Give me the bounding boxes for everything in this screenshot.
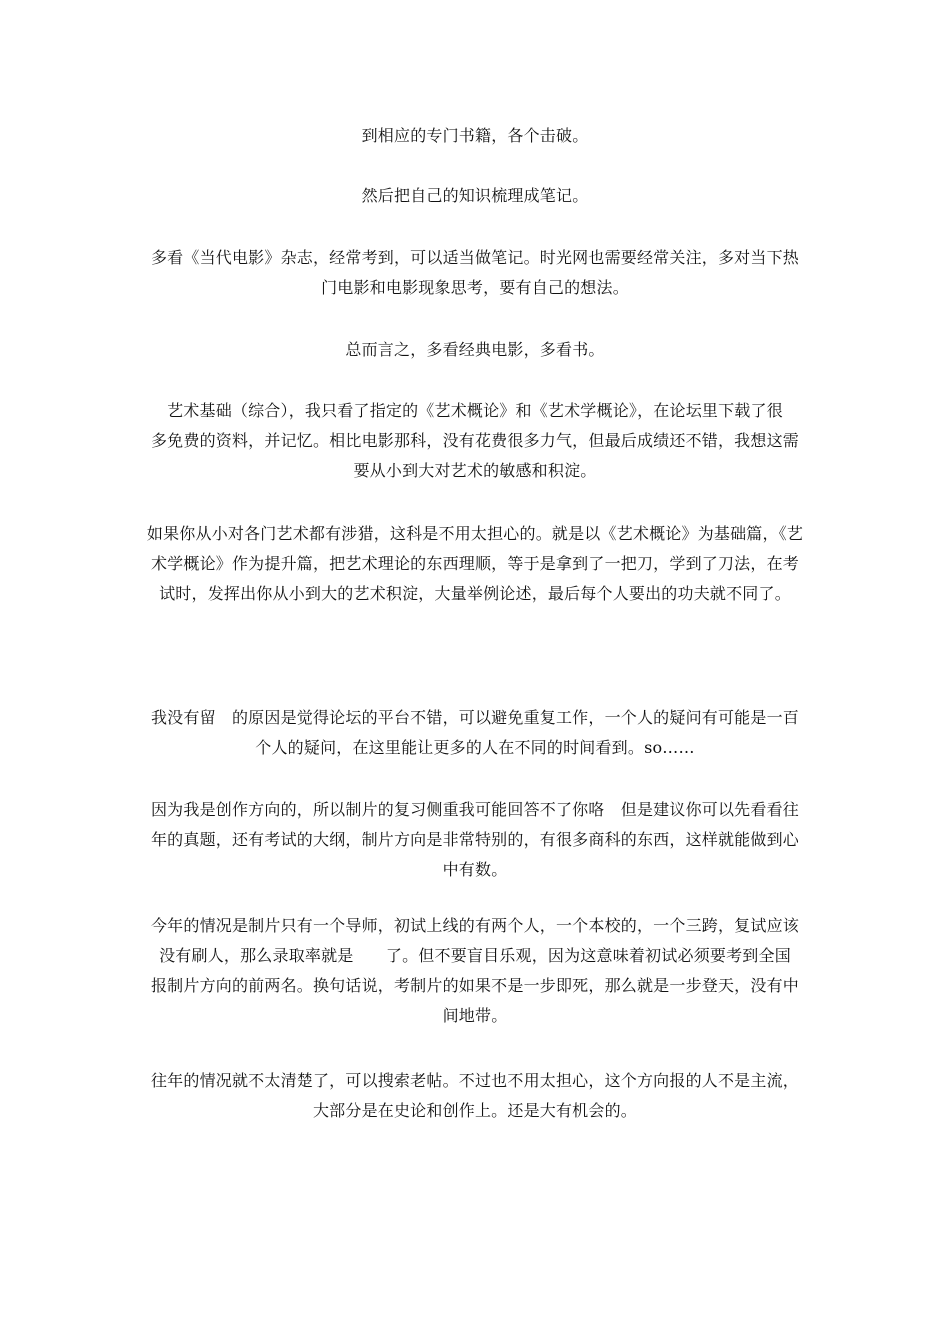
paragraph-3 bbox=[140, 243, 810, 303]
text-line: 多看《当代电影》杂志，经常考到，可以适当做笔记。时光网也需要经常关注，多对当下热 bbox=[150, 248, 799, 267]
paragraph-9 bbox=[140, 911, 810, 1031]
text-line: 报制片方向的前两名。换句话说，考制片的如果不是一步即死，那么就是一步登天，没有中 bbox=[150, 976, 799, 995]
text-line: 我没有留 的原因是觉得论坛的平台不错，可以避免重复工作，一个人的疑问有可能是一百 bbox=[150, 708, 799, 727]
paragraph-5 bbox=[140, 396, 810, 486]
text-line: 到相应的专门书籍，各个击破。 bbox=[361, 126, 589, 145]
text-line: 如果你从小对各门艺术都有涉猎，这科是不用太担心的。就是以《艺术概论》为基础篇，《艺 bbox=[146, 524, 804, 543]
paragraph-8 bbox=[140, 795, 810, 885]
paragraph-4 bbox=[140, 335, 810, 365]
text-line: 大部分是在史论和创作上。还是大有机会的。 bbox=[312, 1101, 637, 1120]
text-line: 多免费的资料，并记忆。相比电影那科，没有花费很多力气，但最后成绩还不错，我想这需 bbox=[150, 431, 799, 450]
text-line: 年的真题，还有考试的大纲，制片方向是非常特别的，有很多商科的东西，这样就能做到心 bbox=[150, 830, 799, 849]
text-line: 然后把自己的知识梳理成笔记。 bbox=[361, 186, 589, 205]
text-line: 间地带。 bbox=[442, 1006, 508, 1025]
text-line: 总而言之，多看经典电影，多看书。 bbox=[345, 340, 605, 359]
text-line: 艺术基础（综合），我只看了指定的《艺术概论》和《艺术学概论》，在论坛里下载了很 bbox=[167, 401, 783, 420]
text-line: 没有刷人，那么录取率就是 了。但不要盲目乐观，因为这意味着初试必须要考到全国 bbox=[159, 946, 791, 965]
text-line: 往年的情况就不太清楚了，可以搜索老帖。不过也不用太担心，这个方向报的人不是主流， bbox=[150, 1071, 799, 1090]
text-line: 要从小到大对艺术的敏感和积淀。 bbox=[353, 461, 597, 480]
text-line: 试时，发挥出你从小到大的艺术积淀，大量举例论述，最后每个人要出的功夫就不同了。 bbox=[159, 584, 791, 603]
paragraph-10 bbox=[140, 1066, 810, 1126]
text-line: 术学概论》作为提升篇，把艺术理论的东西理顺，等于是拿到了一把刀，学到了刀法，在考 bbox=[150, 554, 799, 573]
paragraph-2 bbox=[140, 181, 810, 211]
text-line: 今年的情况是制片只有一个导师，初试上线的有两个人，一个本校的，一个三跨，复试应该 bbox=[150, 916, 799, 935]
text-line: 门电影和电影现象思考，要有自己的想法。 bbox=[321, 278, 629, 297]
text-line: 中有数。 bbox=[442, 860, 508, 879]
text-line: 因为我是创作方向的，所以制片的复习侧重我可能回答不了你咯 但是建议你可以先看看往 bbox=[150, 800, 799, 819]
paragraph-7 bbox=[140, 703, 810, 763]
paragraph-6 bbox=[140, 519, 810, 609]
text-line: 个人的疑问，在这里能让更多的人在不同的时间看到。so…… bbox=[255, 738, 695, 757]
paragraph-1 bbox=[140, 121, 810, 151]
